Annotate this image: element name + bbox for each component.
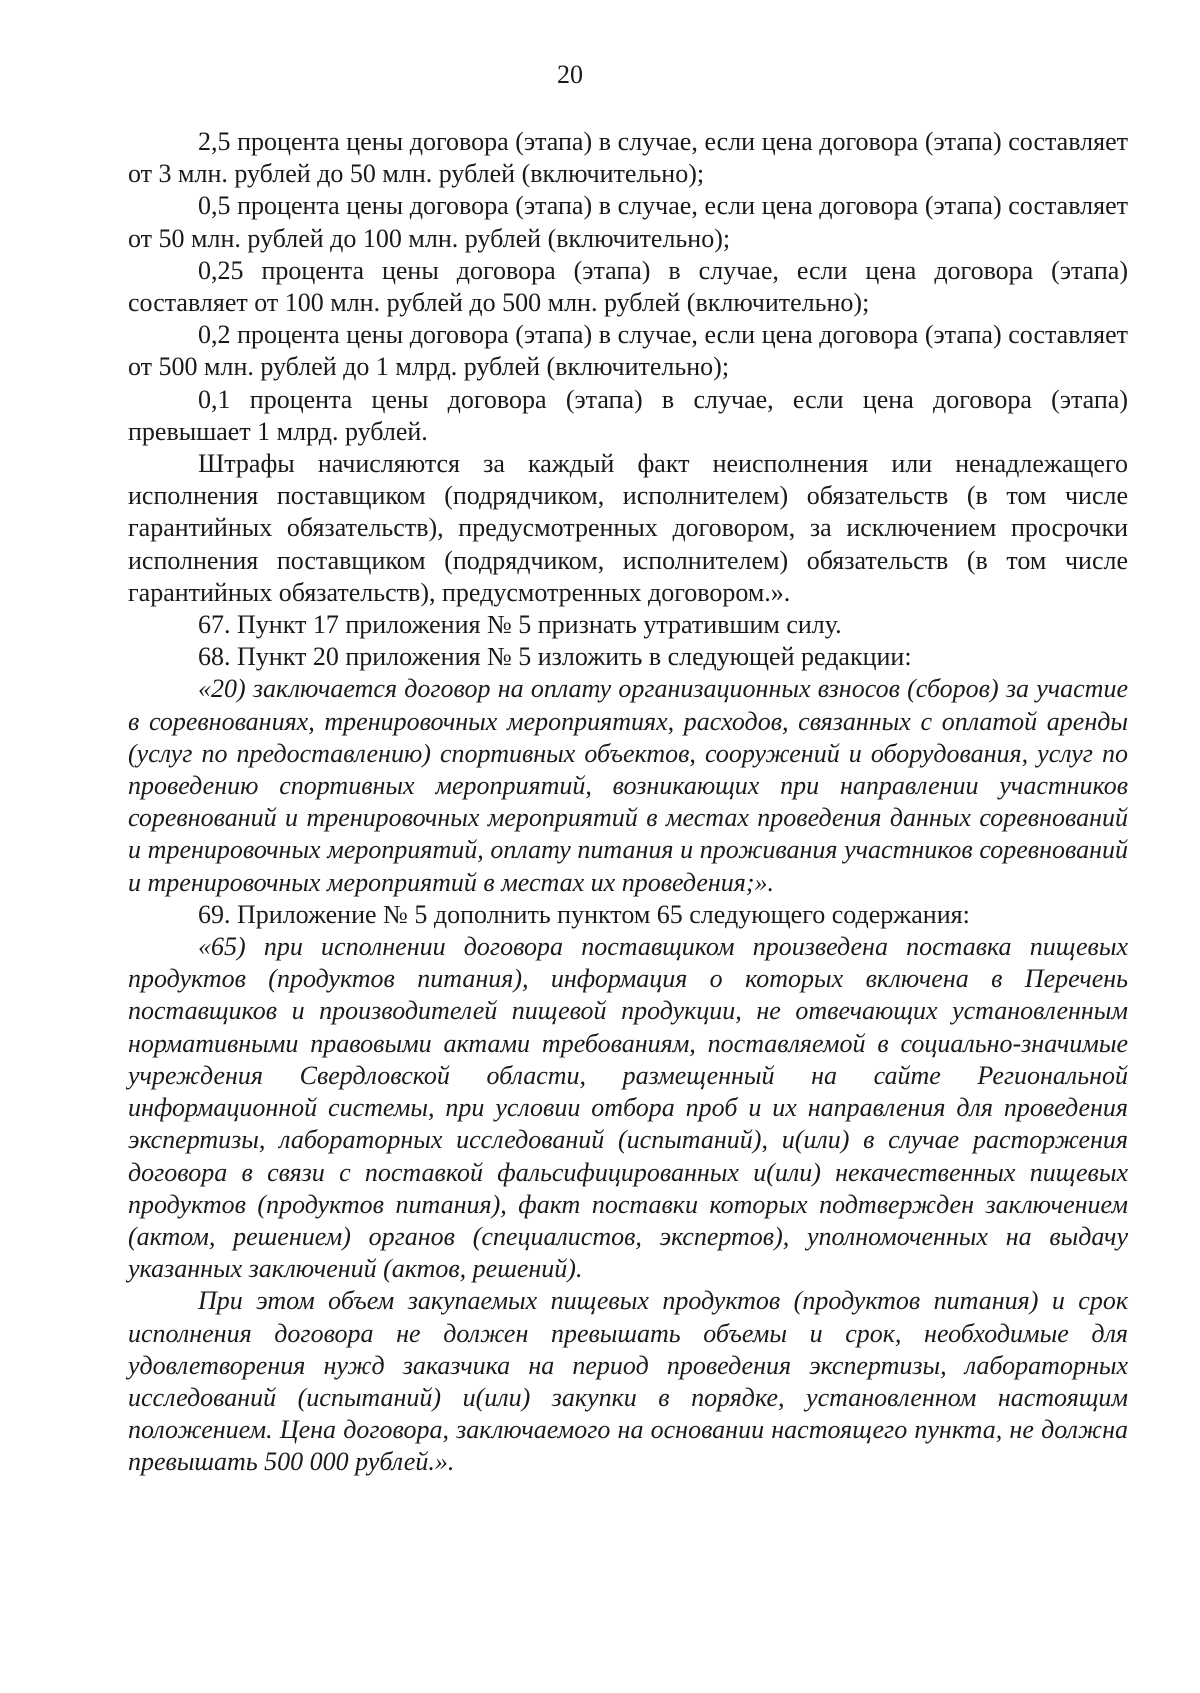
paragraph-clause-65-continuation: При этом объем закупаемых пищевых продуктов (продуктов питания) и срок исполнения договора не должен превышать объемы и срок, необходимые для удовлетворения нужд заказчика на период проведения экспертизы, лабораторных исследований (испытаний) и(или) закупки в порядке, установленном настоящим положением. Цена договора, заключаемого на основании настоящего пункта, не должна превышать 500 000 рублей.». (128, 1286, 1128, 1477)
paragraph-penalty-0-1: 0,1 процента цены договора (этапа) в случае, если цена договора (этапа) превышает 1 млрд. рублей. (128, 384, 1128, 446)
page-number: 20 (557, 60, 583, 89)
document-body (128, 126, 1128, 1479)
paragraph-item-67: 67. Пункт 17 приложения № 5 признать утратившим силу. (198, 610, 842, 640)
paragraph-penalty-2-5: 2,5 процента цены договора (этапа) в случае, если цена договора (этапа) составляет от 3 млн. рублей до 50 млн. рублей (включительно); (128, 127, 1128, 189)
paragraph-penalty-0-2: 0,2 процента цены договора (этапа) в случае, если цена договора (этапа) составляет от 500 млн. рублей до 1 млрд. рублей (включительно); (128, 320, 1128, 382)
paragraph-item-68: 68. Пункт 20 приложения № 5 изложить в следующей редакции: (198, 642, 912, 672)
paragraph-fines: Штрафы начисляются за каждый факт неисполнения или ненадлежащего исполнения поставщиком (подрядчиком, исполнителем) обязательств (в том числе гарантийных обязательств), предусмотренных договором, за исключением просрочки исполнения поставщиком (подрядчиком, исполнителем) обязательств (в том числе гарантийных обязательств), предусмотренных договором.». (128, 449, 1128, 607)
paragraph-clause-65: «65) при исполнении договора поставщиком произведена поставка пищевых продуктов (продуктов питания), информация о которых включена в Перечень поставщиков и производителей пищевой продукции, не отвечающих установленным нормативными правовыми актами требованиям, поставляемой в социально-значимые учреждения Свердловской области, размещенный на сайте Региональной информационной системы, при условии отбора проб и их направления для проведения экспертизы, лабораторных исследований (испытаний), и(или) в случае расторжения договора в связи с поставкой фальсифицированных и(или) некачественных пищевых продуктов (продуктов питания), факт поставки которых подтвержден заключением (актом, решением) органов (специалистов, экспертов), уполномоченных на выдачу указанных заключений (актов, решений). (128, 932, 1128, 1284)
paragraph-penalty-0-5: 0,5 процента цены договора (этапа) в случае, если цена договора (этапа) составляет от 50 млн. рублей до 100 млн. рублей (включительно); (128, 191, 1128, 253)
paragraph-clause-20: «20) заключается договор на оплату организационных взносов (сборов) за участие в соревнованиях, тренировочных мероприятиях, расходов, связанных с оплатой аренды (услуг по предоставлению) спортивных объектов, сооружений и оборудования, услуг по проведению спортивных мероприятий, возникающих при направлении участников соревнований и тренировочных мероприятий в местах проведения данных соревнований и тренировочных мероприятий, оплату питания и проживания участников соревнований и тренировочных мероприятий в местах их проведения;». (128, 674, 1128, 897)
paragraph-penalty-0-25: 0,25 процента цены договора (этапа) в случае, если цена договора (этапа) составляет от 100 млн. рублей до 500 млн. рублей (включительно); (128, 255, 1128, 318)
paragraph-item-69: 69. Приложение № 5 дополнить пунктом 65 следующего содержания: (198, 899, 970, 929)
